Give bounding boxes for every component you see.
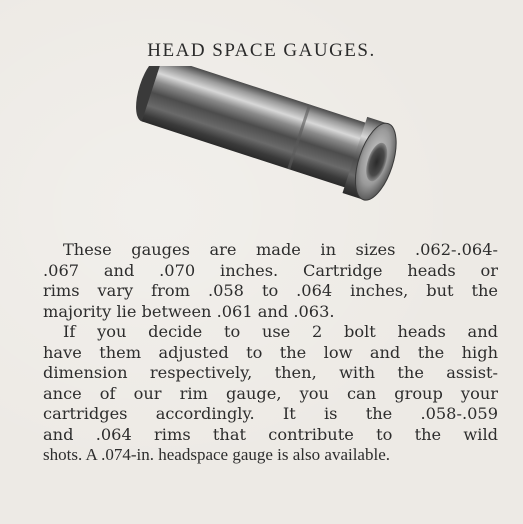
paragraph-1-line: majority lie between .061 and .063. — [43, 301, 335, 321]
headspace-gauge-illustration — [120, 66, 420, 216]
description-text — [43, 240, 498, 466]
paragraph-1-line: These gauges are made in sizes .062-.064- — [63, 240, 498, 259]
paragraph-1-line: rims vary from .058 to .064 inches, but the — [43, 281, 498, 300]
paragraph-2-line: If you decide to use 2 bolt heads and — [63, 322, 498, 341]
paragraph-2-line: and .064 rims that contribute to the wild — [43, 424, 498, 444]
paragraph-2-line: have them adjusted to the low and the high — [43, 342, 498, 362]
gauge-cylinder-icon — [120, 66, 420, 216]
paragraph-2-line: dimension respectively, then, with the assist- — [43, 363, 498, 382]
paragraph-1-line: .067 and .070 inches. Cartridge heads or — [43, 260, 498, 280]
paragraph-2-line: ance of our rim gauge, you can group your — [43, 383, 498, 403]
paragraph-2-line: cartridges accordingly. It is the .058-.059 — [43, 404, 498, 423]
page-title: HEAD SPACE GAUGES. — [147, 40, 376, 61]
paragraph-2-line: shots. A .074-in. headspace gauge is also available. — [43, 445, 390, 464]
